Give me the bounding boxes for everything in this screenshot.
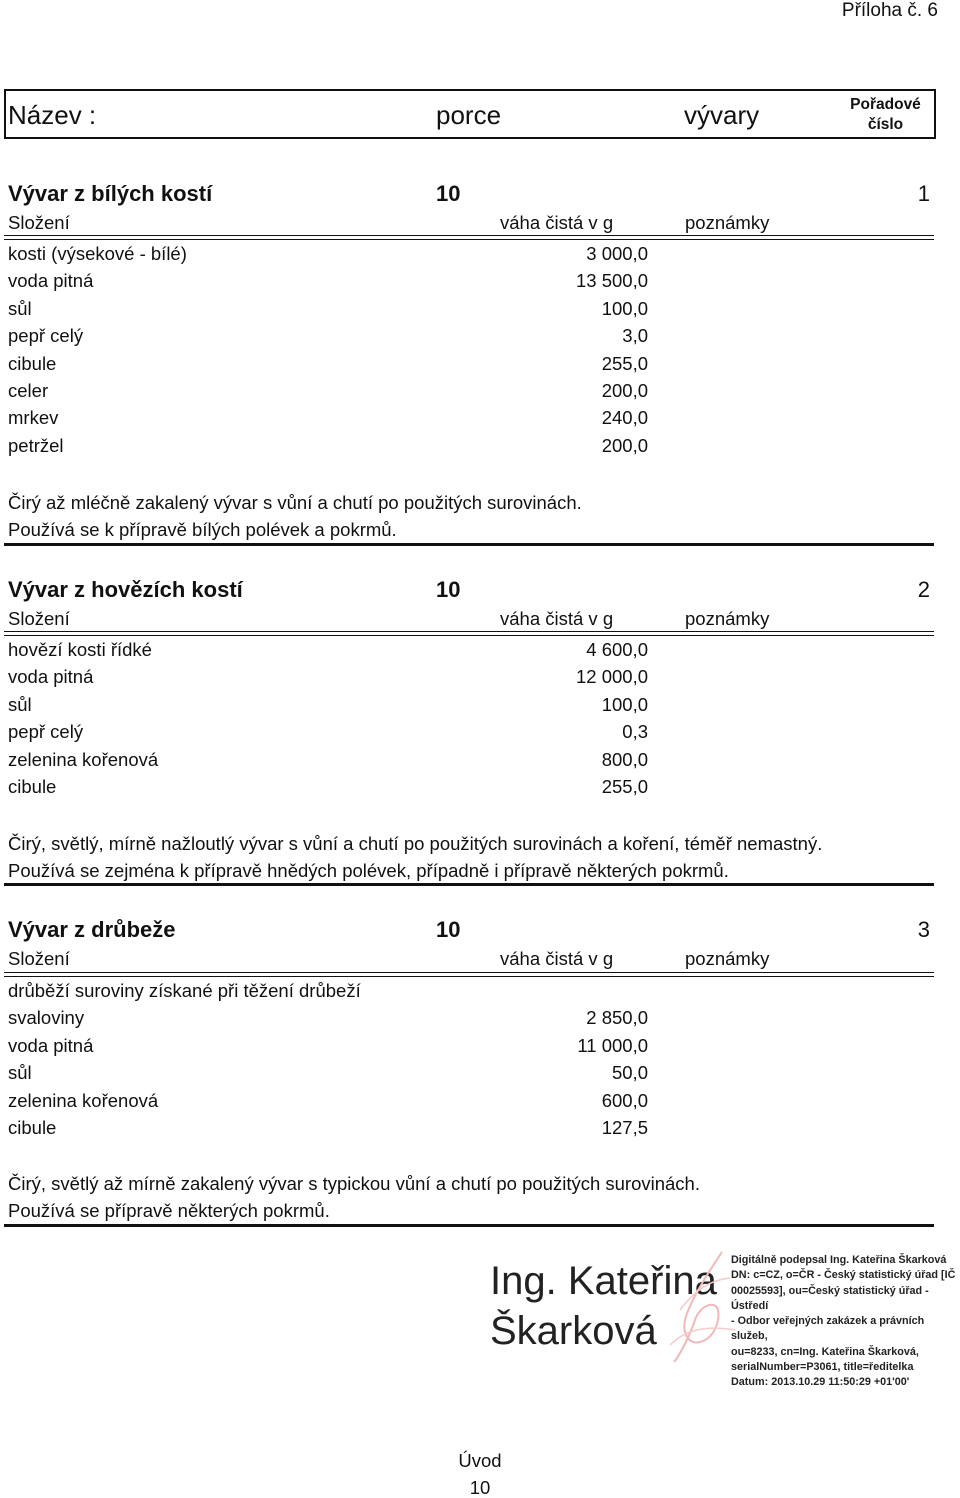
signature-info-line: - Odbor veřejných zakázek a právních služeb, [731, 1315, 925, 1343]
ingredient-weight: 2 850,0 [586, 1007, 648, 1029]
ingredient-row [8, 240, 648, 267]
column-header-weight: váha čistá v g [500, 948, 614, 969]
ingredient-row [8, 718, 648, 745]
ingredient-weight: 800,0 [601, 748, 648, 770]
ingredient-name: voda pitná [8, 270, 94, 292]
description-line: Používá se k přípravě bílých polévek a pokrmů. [8, 519, 397, 541]
signature-name-line2: Škarková [490, 1309, 657, 1353]
description-line: Čirý, světlý až mírně zakalený vývar s typickou vůní a chutí po použitých surovinách. [8, 1173, 700, 1194]
annex-label: Příloha č. 6 [841, 0, 938, 21]
ingredient-row [8, 691, 648, 718]
ingredient-weight: 100,0 [601, 297, 648, 319]
description-line: Používá se přípravě některých pokrmů. [8, 1200, 330, 1222]
header-order-line2: číslo [867, 116, 904, 133]
header-category: vývary [684, 100, 760, 130]
recipe-portions: 10 [436, 577, 461, 602]
ingredient-row [8, 1114, 648, 1141]
ingredient-row [8, 295, 648, 322]
footer-label: Úvod [458, 1450, 502, 1471]
ingredient-weight: 240,0 [601, 407, 648, 429]
description-line: Používá se zejména k přípravě hnědých polévek, případně i přípravě některých pokrmů. [8, 860, 729, 882]
ingredient-name: cibule [8, 352, 57, 374]
signature-info-line: 00025593], ou=Český statistický úřad - Ústředí [731, 1284, 929, 1312]
ingredient-row [8, 350, 648, 377]
ingredient-name: hovězí kosti řídké [8, 639, 152, 660]
ingredient-weight: 13 500,0 [575, 270, 648, 292]
ingredient-weight: 11 000,0 [577, 1034, 648, 1056]
ingredient-row [8, 1032, 648, 1059]
ingredient-weight: 3,0 [622, 325, 648, 347]
ingredient-row [8, 377, 648, 404]
recipe-number: 3 [917, 917, 930, 942]
recipe-number: 1 [917, 181, 930, 206]
recipe-portions: 10 [436, 181, 461, 206]
ingredient-row [8, 1059, 648, 1086]
signature-name-line1: Ing. Kateřina [490, 1259, 717, 1303]
ingredient-weight: 200,0 [601, 380, 648, 401]
ingredient-name: cibule [8, 1117, 57, 1138]
section-divider [4, 883, 934, 886]
signature-mark-icon [660, 1250, 740, 1365]
ingredient-name: svaloviny [8, 1007, 85, 1029]
ingredient-row [8, 1087, 648, 1114]
signature-info-line: DN: c=CZ, o=ČR - Český statistický úřad [IČ [731, 1269, 956, 1282]
ingredient-weight: 3 000,0 [586, 243, 648, 264]
ingredient-name: sůl [8, 1062, 32, 1084]
ingredient-name: sůl [8, 297, 32, 319]
ingredient-weight: 12 000,0 [575, 666, 648, 688]
description-line: Čirý, světlý, mírně nažloutlý vývar s vůní a chutí po použitých surovinách a koření, téměř nemastný. [8, 833, 823, 854]
header-portions: porce [436, 100, 502, 130]
column-header-notes: poznámky [685, 212, 770, 233]
recipe-title: Vývar z drůbeže [8, 917, 176, 942]
ingredient-name: pepř celý [8, 721, 84, 743]
ingredient-name: cibule [8, 776, 57, 797]
recipe-description [8, 1170, 928, 1225]
ingredient-name: kosti (výsekové - bílé) [8, 243, 187, 264]
ingredient-row [8, 636, 648, 663]
ingredient-row [8, 404, 648, 431]
ingredient-weight: 600,0 [601, 1089, 648, 1111]
page-number: 10 [469, 1477, 491, 1498]
ingredient-weight: 50,0 [611, 1062, 648, 1084]
section-divider [4, 1224, 934, 1227]
ingredient-row [8, 663, 648, 690]
column-header-weight: váha čistá v g [500, 608, 614, 629]
ingredient-weight: 0,3 [622, 721, 648, 743]
header-name: Název : [8, 100, 97, 130]
ingredient-row [8, 322, 648, 349]
header-order-number [838, 95, 933, 135]
recipe-description [8, 830, 928, 885]
signature-info-line: serialNumber=P3061, title=ředitelka [731, 1361, 914, 1374]
ingredient-weight: 255,0 [601, 352, 648, 374]
signature-info-line: ou=8233, cn=Ing. Kateřina Škarková, [731, 1345, 919, 1358]
recipe-portions: 10 [436, 917, 461, 942]
column-header-composition: Složení [8, 608, 70, 629]
ingredient-name: mrkev [8, 407, 59, 429]
ingredient-weight: 200,0 [601, 434, 648, 456]
signature-info [731, 1253, 959, 1391]
ingredient-name: voda pitná [8, 1034, 94, 1056]
ingredient-name: petržel [8, 434, 64, 456]
signature-info-line: Digitálně podepsal Ing. Kateřina Škarková [731, 1254, 947, 1266]
ingredient-name: drůběží suroviny získané při těžení drůbeží [8, 980, 361, 1001]
ingredient-weight: 4 600,0 [586, 639, 648, 660]
ingredient-row [8, 267, 648, 294]
column-header-notes: poznámky [685, 948, 770, 969]
signature-info-line: Datum: 2013.10.29 11:50:29 +01'00' [731, 1376, 910, 1389]
ingredient-name: sůl [8, 693, 32, 715]
ingredient-name: celer [8, 380, 49, 401]
ingredient-weight: 255,0 [601, 776, 648, 797]
recipe-description [8, 489, 928, 544]
description-line: Čirý až mléčně zakalený vývar s vůní a chutí po použitých surovinách. [8, 492, 582, 513]
ingredient-name: voda pitná [8, 666, 94, 688]
section-divider [4, 543, 934, 546]
recipe-title: Vývar z hovězích kostí [8, 577, 243, 602]
ingredient-row [8, 432, 648, 459]
ingredient-row [8, 773, 648, 800]
ingredient-name: pepř celý [8, 325, 84, 347]
ingredient-name: zelenina kořenová [8, 748, 159, 770]
recipe-number: 2 [917, 577, 930, 602]
ingredient-name: zelenina kořenová [8, 1089, 159, 1111]
ingredient-weight: 127,5 [601, 1117, 648, 1138]
column-header-composition: Složení [8, 212, 70, 233]
column-header-weight: váha čistá v g [500, 212, 614, 233]
header-order-line1: Pořadové [850, 96, 921, 113]
column-header-composition: Složení [8, 948, 70, 969]
ingredient-weight: 100,0 [601, 693, 648, 715]
ingredient-row [8, 1004, 648, 1031]
recipe-title: Vývar z bílých kostí [8, 181, 213, 206]
column-header-notes: poznámky [685, 608, 770, 629]
ingredient-row [8, 746, 648, 773]
ingredient-row [8, 977, 648, 1004]
